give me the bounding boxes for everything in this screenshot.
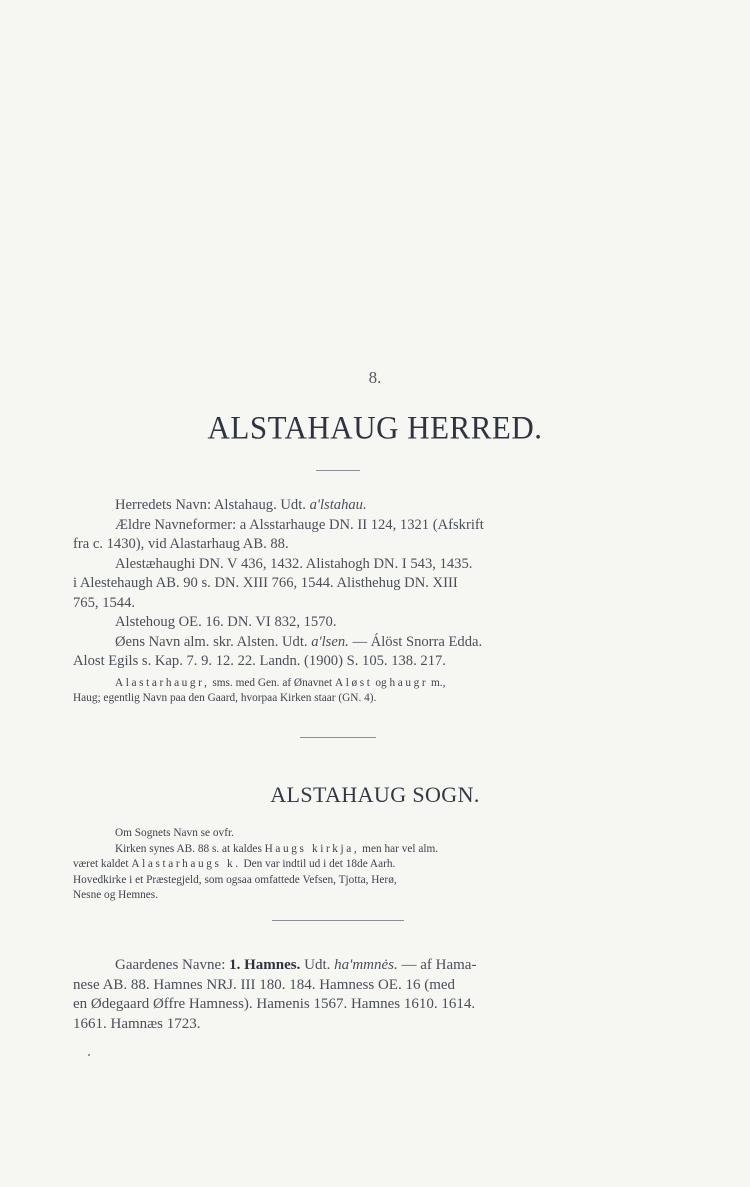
divider-short	[316, 470, 360, 471]
sogn-section	[73, 826, 613, 904]
divider-1	[300, 737, 376, 738]
herred-section	[73, 496, 613, 707]
oens-navn-line1	[73, 633, 613, 653]
etymology-note-line2: Haug; egentlig Navn paa den Gaard, hvorpaa Kirken staar (GN. 4).	[73, 692, 377, 704]
gaard-name: Hamnes.	[244, 957, 301, 973]
sogn-line5: Nesne og Hemnes.	[73, 889, 159, 901]
gaard-line1-post: — af Hama-	[401, 957, 477, 973]
sogn-line3-pre: været kaldet	[73, 858, 129, 870]
oens-navn-pre: Øens Navn alm. skr. Alsten. Udt.	[115, 633, 308, 650]
gaarde-label: Gaardenes Navne:	[115, 957, 226, 973]
divider-2	[272, 920, 404, 921]
sogn-line4: Hovedkirke i et Præstegjeld, som ogsaa omfattede Vefsen, Tjotta, Herø,	[73, 873, 397, 886]
herred-name-line	[73, 496, 613, 516]
page-title: ALSTAHAUG HERRED.	[207, 409, 543, 446]
sogn-line3	[73, 857, 613, 873]
alstehoug-line: Alstehoug OE. 16. DN. VI 832, 1570.	[115, 614, 337, 630]
note-alastarhaugr: Alastarhaugr,	[115, 676, 210, 689]
sogn-haugs-kirkja: Haugs kirkja,	[264, 842, 360, 855]
note-alost: Aløst	[335, 676, 373, 689]
oens-navn-post: — Álöst Snorra Edda.	[352, 633, 483, 650]
note-mid2: og	[375, 676, 387, 689]
herred-name-label: Herredets Navn:	[115, 497, 212, 513]
sogn-line2	[73, 842, 613, 858]
gaarde-line2: nese AB. 88. Hamnes NRJ. III 180. 184. Hamness OE. 16 (med	[73, 976, 456, 993]
sogn-title: ALSTAHAUG SOGN.	[270, 782, 480, 807]
oens-navn-line2: Alost Egils s. Kap. 7. 9. 12. 22. Landn. (1900) S. 105. 138. 217.	[73, 653, 446, 669]
gaarde-line3: en Ødegaard Øffre Hamness). Hamenis 1567. Hamnes 1610. 1614.	[73, 996, 476, 1012]
etymology-note-line1	[73, 676, 613, 692]
sogn-line2-post: men har vel alm.	[362, 842, 439, 855]
note-mid1: sms. med Gen. af Ønavnet	[212, 676, 333, 689]
gaard-udt-label: Udt.	[304, 957, 331, 973]
alestae-line2: i Alestehaugh AB. 90 s. DN. XIII 766, 1544. Alisthehug DN. XIII	[73, 575, 458, 591]
oens-pronunciation: a'lsen.	[311, 633, 349, 650]
sogn-line2-pre: Kirken synes AB. 88 s. at kaldes	[115, 842, 262, 855]
aeldre-navneformer-line2: fra c. 1430), vid Alastarhaug AB. 88.	[73, 536, 289, 552]
gaarde-line1	[73, 956, 613, 976]
gaarde-section	[73, 956, 613, 1034]
gaard-pronunciation: ha'mmnės.	[334, 957, 398, 973]
note-end: m.,	[431, 676, 446, 689]
alestae-line3: 765, 1544.	[73, 594, 136, 611]
herred-pronunciation: a'lstahau.	[309, 497, 367, 513]
sogn-alastarhaugs: Alastarhaugs k.	[131, 858, 241, 870]
herred-name-value: Alstahaug. Udt.	[213, 497, 306, 513]
note-haugr: haugr	[389, 676, 429, 689]
sogn-line1: Om Sognets Navn se ovfr.	[115, 827, 234, 839]
aeldre-navneformer-line1: Ældre Navneformer: a Alsstarhauge DN. II 124, 1321 (Afskrift	[115, 516, 484, 533]
speck	[88, 1054, 90, 1056]
gaarde-line4: 1661. Hamnæs 1723.	[73, 1015, 201, 1032]
sogn-line3-post: Den var indtil ud i det 18de Aarh.	[243, 858, 396, 870]
gaard-number: 1.	[229, 957, 241, 973]
alestae-line1: Alestæhaughi DN. V 436, 1432. Alistahogh DN. I 543, 1435.	[115, 555, 473, 572]
chapter-number: 8.	[368, 368, 382, 387]
